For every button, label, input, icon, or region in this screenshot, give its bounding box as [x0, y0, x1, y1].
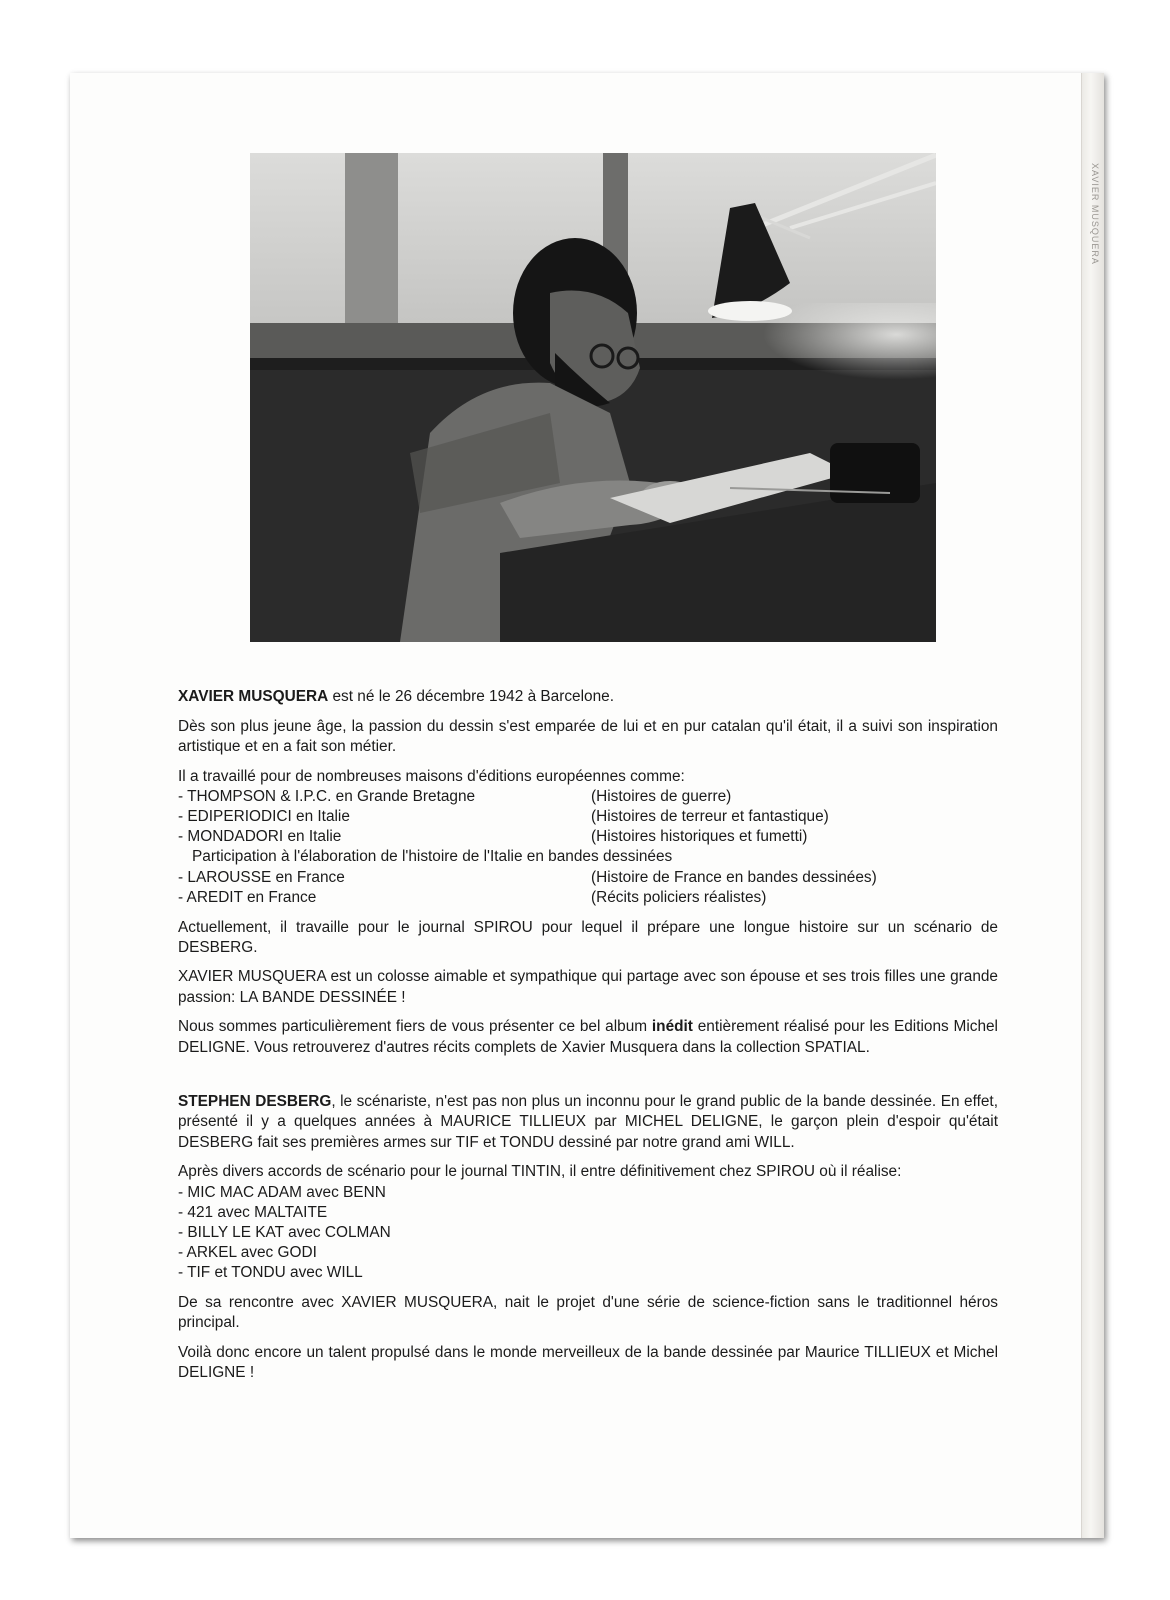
desberg-intro: STEPHEN DESBERG, le scénariste, n'est pas non plus un inconnu pour le grand public de la bande dessinée. En effet, présenté il y a quelques années à MAURICE TILLIEUX par MICHEL DELIGNE, le garçon plein d'espoir qu'était DESBERG fait ses premières armes sur TIF et TONDU dessiné par notre grand ami WILL.	[178, 1093, 998, 1151]
publisher-row: - THOMPSON & I.P.C. en Grande Bretagne (Histoires de guerre)	[178, 787, 732, 805]
artist-at-drawing-desk-photo	[250, 153, 936, 642]
musquera-family: XAVIER MUSQUERA est un colosse aimable et sympathique qui partage avec son épouse et ses trois filles une grande passion: LA BANDE DESSINÉE !	[178, 968, 998, 1006]
musquera-intro: XAVIER MUSQUERA est né le 26 décembre 1942 à Barcelone.	[178, 688, 614, 705]
publisher-note: Participation à l'élaboration de l'histoire de l'Italie en bandes dessinées	[192, 848, 673, 866]
project-list	[178, 1162, 998, 1283]
musquera-current-work: Actuellement, il travaille pour le journal SPIROU pour lequel il prépare une longue histoire sur un scénario de DESBERG.	[178, 918, 998, 956]
author-photo	[250, 153, 936, 642]
section-spacer	[178, 1067, 998, 1092]
project-row: - TIF et TONDU avec WILL	[178, 1264, 363, 1282]
project-list-heading: Après divers accords de scénario pour le journal TINTIN, il entre définitivement chez SPIROU où il réalise:	[178, 1163, 902, 1181]
project-row: - BILLY LE KAT avec COLMAN	[178, 1223, 391, 1241]
project-row: - ARKEL avec GODI	[178, 1244, 317, 1262]
musquera-name: XAVIER MUSQUERA	[178, 688, 329, 705]
biography-text	[178, 687, 998, 1393]
series-origin: De sa rencontre avec XAVIER MUSQUERA, nait le projet d'une série de science-fiction sans le traditionnel héros principal.	[178, 1294, 998, 1332]
publisher-row: - MONDADORI en Italie (Histoires historiques et fumetti)	[178, 828, 808, 846]
spine-title: XAVIER MUSQUERA	[1090, 163, 1100, 265]
inedit-emphasis: inédit	[651, 1018, 693, 1036]
musquera-youth: Dès son plus jeune âge, la passion du dessin s'est emparée de lui et en pur catalan qu'il était, il a suivi son inspiration artistique et en a fait son métier.	[178, 717, 998, 755]
album-presentation: Nous sommes particulièrement fiers de vous présenter ce bel album inédit entièrement réalisé pour les Editions Michel DELIGNE. Vous retrouverez d'autres récits complets de Xavier Musquera dans la collection SPATIAL.	[178, 1018, 998, 1056]
publisher-row: - EDIPERIODICI en Italie (Histoires de terreur et fantastique)	[178, 808, 829, 826]
desberg-name: STEPHEN DESBERG	[178, 1093, 332, 1111]
project-row: - MIC MAC ADAM avec BENN	[178, 1183, 386, 1201]
publisher-list	[178, 767, 998, 908]
project-row: - 421 avec MALTAITE	[178, 1203, 328, 1221]
publisher-list-heading: Il a travaillé pour de nombreuses maisons d'éditions européennes comme:	[178, 767, 685, 785]
book-spine	[1081, 73, 1104, 1538]
publisher-row: - LAROUSSE en France (Histoire de France en bandes dessinées)	[178, 868, 877, 886]
closing-statement: Voilà donc encore un talent propulsé dans le monde merveilleux de la bande dessinée par Maurice TILLIEUX et Michel DELIGNE !	[178, 1343, 998, 1382]
book-back-cover	[70, 73, 1104, 1538]
publisher-row: - AREDIT en France (Récits policiers réalistes)	[178, 888, 767, 906]
